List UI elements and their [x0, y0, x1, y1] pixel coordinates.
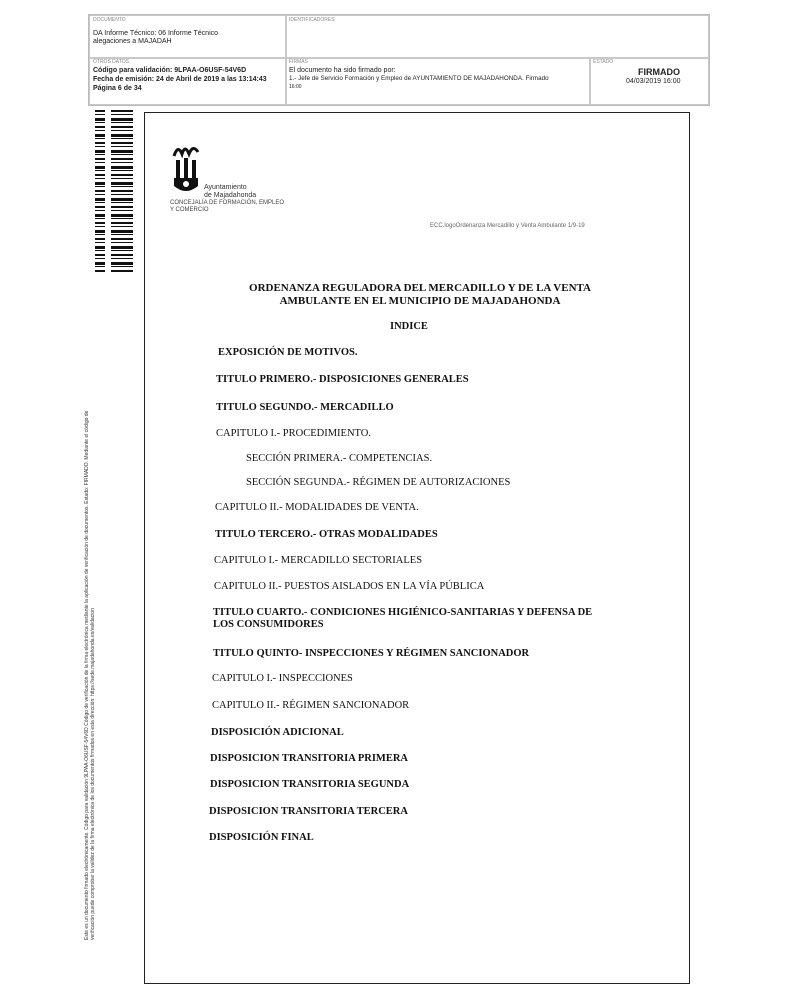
- side-text-line-1: Este es un documento firmado electrónicamente. Código para validación 9LPAA-O6USF-54V6D Código de verificación de la firma electrónica mediante la aplicación de verificación de documentos. Estado: FIRMADO. Mediante el código de: [84, 410, 90, 940]
- index-item: TITULO QUINTO- INSPECCIONES Y RÉGIMEN SANCIONADOR: [213, 648, 530, 659]
- department-name: [170, 200, 284, 214]
- fecha-emision: Fecha de emisión: 24 de Abril de 2019 a las 13:14:43: [93, 76, 267, 83]
- index-item: CAPITULO II.- PUESTOS AISLADOS EN LA VÍA PÚBLICA: [214, 581, 485, 592]
- otros-datos-cell: [89, 57, 287, 105]
- index-item: TITULO SEGUNDO.- MERCADILLO: [216, 402, 394, 413]
- dept-line-1: CONCEJALÍA DE FORMACIÓN, EMPLEO: [170, 200, 285, 206]
- firmas-cell: [285, 57, 591, 105]
- page-frame: [144, 112, 690, 984]
- org-line-1: Ayuntamiento: [204, 184, 247, 191]
- index-item: DISPOSICIÓN FINAL: [209, 832, 314, 843]
- codigo-validacion: Código para validación: 9LPAA-O6USF-54V6D: [93, 67, 247, 74]
- index-item: EXPOSICIÓN DE MOTIVOS.: [218, 347, 358, 358]
- index-item: CAPITULO I.- MERCADILLO SECTORIALES: [214, 555, 423, 566]
- index-item: DISPOSICION TRANSITORIA PRIMERA: [210, 753, 408, 764]
- index-item: TITULO PRIMERO.- DISPOSICIONES GENERALES: [216, 374, 469, 385]
- side-text-line-2: verificación puede comprobar la validez de la firma electrónica de los documentos firmados en esta dirección: https://sede.majadahonda.es/validacion: [90, 608, 96, 940]
- firmas-line-2: 1.- Jefe de Servicio Formación y Empleo de AYUNTAMIENTO DE MAJADAHONDA. Firmado: [289, 75, 549, 82]
- index-item: CAPITULO I.- INSPECCIONES: [212, 673, 353, 684]
- index-item: CAPITULO II.- MODALIDADES DE VENTA.: [215, 502, 419, 513]
- signature-header: [88, 14, 710, 106]
- estado-date: 04/03/2019 16:00: [626, 78, 681, 85]
- estado-value: FIRMADO: [638, 67, 680, 77]
- estado-label: ESTADO: [593, 59, 614, 65]
- document-reference: ECC.logoOrdenanza Mercadillo y Venta Ambulante 1/9-19: [430, 223, 585, 229]
- org-line-2: de Majadahonda: [204, 192, 257, 199]
- index-item: TITULO TERCERO.- OTRAS MODALIDADES: [215, 529, 438, 540]
- index-item: DISPOSICION TRANSITORIA TERCERA: [209, 806, 408, 817]
- title-line-1: ORDENANZA REGULADORA DEL MERCADILLO Y DE LA VENTA: [249, 282, 591, 294]
- documento-value: DA Informe Técnico: 06 Informe Técnico alegaciones a MAJADAH: [93, 30, 219, 45]
- firmas-label: FIRMAS: [289, 59, 308, 65]
- firmas-line-3: 16:00: [289, 84, 302, 90]
- index-item: SECCIÓN PRIMERA.- COMPETENCIAS.: [246, 453, 433, 464]
- estado-cell: [589, 57, 709, 105]
- organization-name: [204, 184, 256, 200]
- document-title: [200, 282, 640, 308]
- side-verification-text: [84, 90, 112, 940]
- identificadores-cell: [285, 15, 709, 59]
- dept-line-2: Y COMERCIO: [170, 207, 209, 213]
- pagina-numero: Página 6 de 34: [93, 85, 142, 92]
- index-item: DISPOSICION TRANSITORIA SEGUNDA: [210, 779, 410, 790]
- index-item: TITULO CUARTO.- CONDICIONES HIGIÉNICO-SANITARIAS Y DEFENSA DE LOS CONSUMIDORES: [213, 607, 593, 630]
- documento-label: DOCUMENTO: [93, 17, 126, 23]
- title-line-2: AMBULANTE EN EL MUNICIPIO DE MAJADAHONDA: [279, 295, 561, 307]
- letterhead: [170, 142, 300, 222]
- index-item: DISPOSICIÓN ADICIONAL: [211, 727, 344, 738]
- otros-datos-label: OTROS DATOS: [93, 59, 129, 65]
- identificadores-label: IDENTIFICADORES: [289, 17, 335, 23]
- majadahonda-logo-icon: [170, 142, 204, 198]
- documento-cell: [89, 15, 287, 59]
- firmas-line-1: El documento ha sido firmado por:: [289, 67, 396, 74]
- index-heading: INDICE: [390, 321, 428, 332]
- index-item: CAPITULO II.- RÉGIMEN SANCIONADOR: [212, 700, 410, 711]
- index-item: SECCIÓN SEGUNDA.- RÉGIMEN DE AUTORIZACIONES: [246, 477, 511, 488]
- index-item: CAPITULO I.- PROCEDIMIENTO.: [216, 428, 371, 439]
